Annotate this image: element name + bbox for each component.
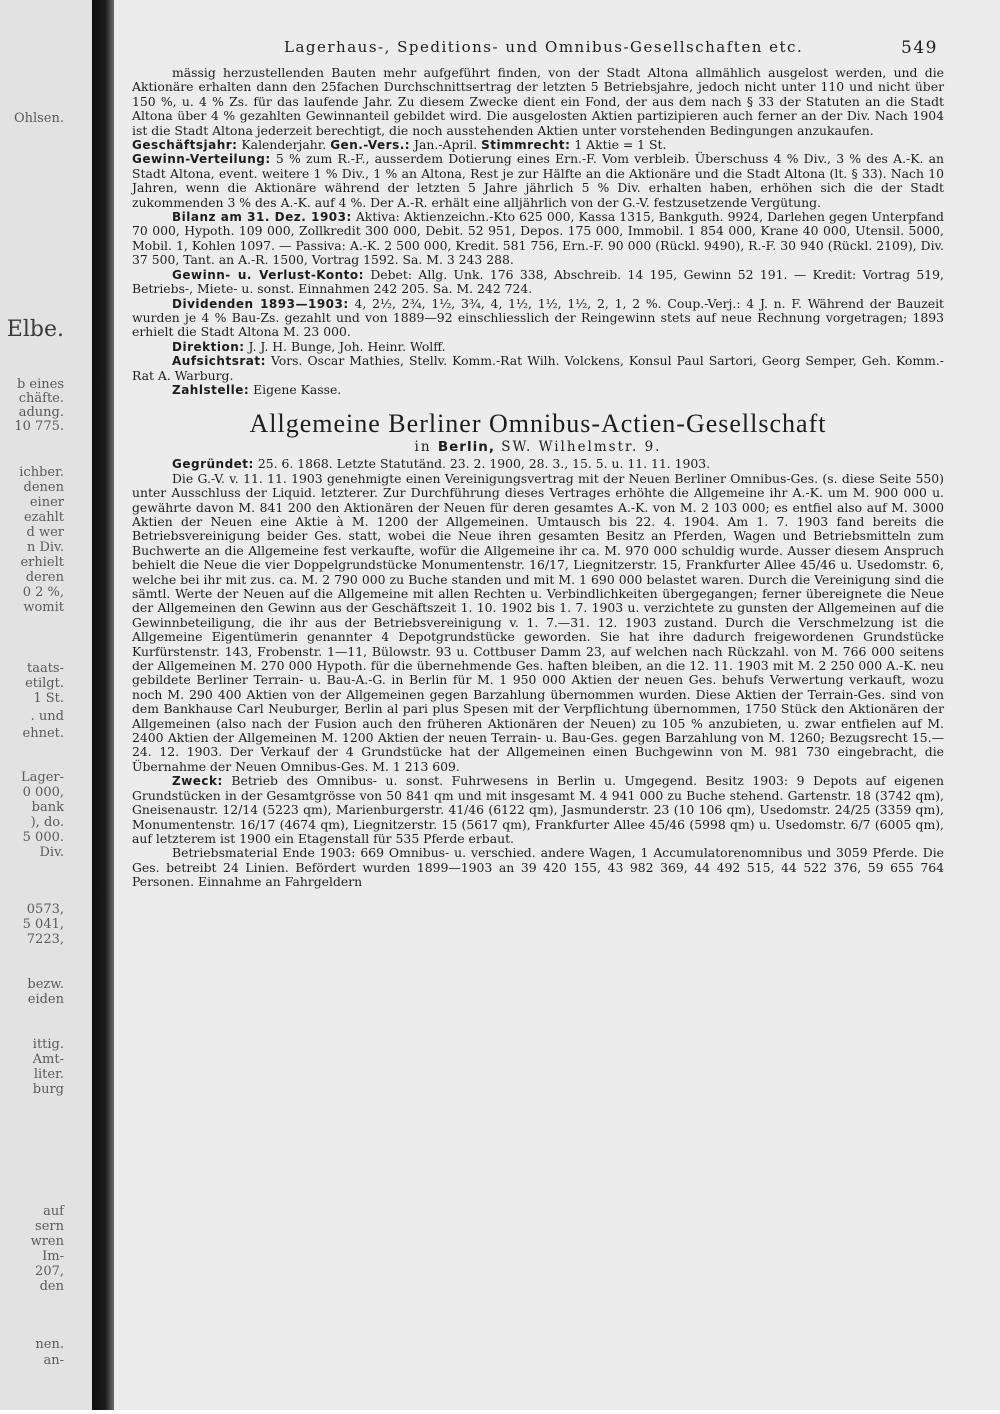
margin-fragment: nen. <box>35 1337 64 1352</box>
field-value: 1 Aktie = 1 St. <box>574 137 667 153</box>
paragraph-aufsichtsrat <box>132 354 944 383</box>
margin-fragment: 207, <box>35 1264 64 1279</box>
field-value: 25. 6. 1868. Letzte Statutänd. 23. 2. 1900, 28. 3., 15. 5. u. 11. 11. 1903. <box>257 456 711 472</box>
field-value: Betrieb des Omnibus- u. sonst. Fuhrwesens in Berlin u. Umgegend. Besitz 1903: 9 Depots auf eigenen Grundstücken in der Gesamtgrösse von 50 841 qm und mit insgesamt M. 4 941 000 zu Buche stehend. Gartenstr. 18 (3742 qm), Gneisenaustr. 12/14 (5223 qm), Marienburgerstr. 41/46 (6122 qm), Jasmunderstr. 23 (10 106 qm), Usedomstr. 24/25 (3359 qm), Monumentenstr. 16/17 (4674 qm), Liegnitzerstr. 15 (5617 qm), Frankfurter Allee 45/46 (5998 qm) u. Usedomstr. 6/7 (6005 qm), auf letzterem ist 1900 ein Etagenstall für 535 Pferde erbaut. <box>132 773 944 846</box>
previous-company-section <box>132 66 944 397</box>
margin-fragment: sern <box>35 1219 64 1234</box>
margin-fragment: deren <box>25 570 64 585</box>
field-label: Direktion: <box>172 339 245 354</box>
margin-fragment: Div. <box>39 845 64 860</box>
margin-fragment: ezahlt <box>23 510 64 525</box>
margin-fragment: eiden <box>27 992 64 1007</box>
margin-fragment: Ohlsen. <box>13 111 64 126</box>
margin-fragment: erhielt <box>20 555 64 570</box>
field-label: Gewinn-Verteilung: <box>132 152 271 167</box>
running-head-title: Lagerhaus-, Speditions- und Omnibus-Gesellschaften etc. <box>284 38 804 56</box>
margin-fragment: taats- <box>26 661 64 676</box>
margin-fragment: wren <box>30 1234 64 1249</box>
paragraph-betriebsmaterial: Betriebsmaterial Ende 1903: 669 Omnibus- u. verschied. andere Wagen, 1 Accumulatorenomnibus und 3059 Pferde. Die Ges. betreibt 24 Linien. Befördert wurden 1899—1903 an 39 420 155, 43 982 369, 44 492 515, 44 522 376, 59 655 764 Personen. Einnahme an Fahrgeldern <box>132 845 944 890</box>
field-label: Aufsichtsrat: <box>172 354 266 369</box>
margin-fragment: denen <box>23 480 64 495</box>
margin-fragment: 0 2 %, <box>22 585 64 600</box>
margin-fragment: ehnet. <box>22 726 64 741</box>
margin-fragment: burg <box>32 1082 64 1097</box>
field-label: Zweck: <box>172 774 223 789</box>
field-label: Geschäftsjahr: <box>132 138 238 153</box>
field-value: Aktiva: Aktienzeichn.-Kto 625 000, Kassa 1315, Bankguth. 9924, Darlehen gegen Unterpfand 70 000, Hypoth. 109 000, Zollkredit 300 000, Debit. 52 951, Depos. 175 000, Immobil. 1 854 000, Krane 40 000, Utensil. 5000, Mobil. 1, Kohlen 1097. — Passiva: A.-K. 2 500 000, Kredit. 581 756, Ern.-F. 90 000 (Rückl. 9490), R.-F. 30 940 (Rückl. 2109), Div. 37 500, Tant. an A.-R. 1500, Vortrag 1592. Sa. M. 3 243 288. <box>132 209 944 268</box>
left-page-margin <box>0 0 92 1414</box>
paragraph: mässig herzustellenden Bauten mehr aufgeführt finden, von der Stadt Altona allmählich ausgelost werden, und die Aktionäre erhalten dann den 25fachen Durchschnittsertrag der letzten 5 Betriebsjahre, jedoch nicht unter 110 und nicht über 150 %, u. 4 % Zs. für das laufende Jahr. Zu diesem Zwecke dient ein Fond, der aus dem nach § 33 der Statuten an die Stadt Altona über 4 % gezahlten Gewinnanteil gebildet wird. Die ausgelosten Aktien partizipieren auch ferner an der Div. Nach 1904 ist die Stadt Altona jederzeit berechtigt, die noch ausstehenden Aktien unter vorstehenden Bedingungen anzukaufen. <box>132 65 944 138</box>
margin-fragment: 1 St. <box>33 691 64 706</box>
field-label: Gewinn- u. Verlust-Konto: <box>172 267 364 282</box>
margin-fragment: ), do. <box>30 815 64 830</box>
company-section <box>132 457 944 889</box>
company-location <box>132 439 944 455</box>
field-value: 5 % zum R.-F., ausserdem Dotierung eines Ern.-F. Vom verbleib. Überschuss 4 % Div., 3 % des A.-K. an Stadt Altona, event. weitere 1 % Div., 1 % an Altona, Rest je zur Hälfte an die Aktionäre und die Stadt Altona (lt. § 33). Nach 10 Jahren, wenn die Aktionäre während der letzten 5 Jahre jährlich 5 % Div. erhalten haben, erhöhen sich die der Stadt zukommenden 3 % des A.-K. auf 4 %. Der A.-R. erhält eine alljährlich von der G.-V. festzusetzende Vergütung. <box>132 151 944 210</box>
margin-fragment: ichber. <box>19 465 64 480</box>
margin-fragment: n Div. <box>26 540 64 555</box>
location-city: Berlin, <box>437 439 495 456</box>
field-label: Zahlstelle: <box>172 382 250 397</box>
margin-fragment: liter. <box>33 1067 64 1082</box>
margin-fragment: . und <box>30 709 64 724</box>
margin-fragment: womit <box>23 600 64 615</box>
margin-fragment: d wer <box>26 525 64 540</box>
margin-fragment: auf <box>43 1204 64 1219</box>
paragraph-bilanz <box>132 210 944 268</box>
field-value: Vors. Oscar Mathies, Stellv. Komm.-Rat Wilh. Volckens, Konsul Paul Sartori, Georg Semper, Geh. Komm.-Rat A. Warburg. <box>132 353 944 383</box>
paragraph-history: Die G.-V. v. 11. 11. 1903 genehmigte einen Vereinigungsvertrag mit der Neuen Berliner Omnibus-Ges. (s. diese Seite 550) unter Ausschluss der Liquid. letzterer. Zur Durchführung dieses Vertrages erhöhte die Allgemeine ihr A.-K. um M. 900 000 u. gewährte davon M. 841 200 den Aktionären der Neuen für deren gesamtes A.-K. von M. 2 103 000; es entfiel also auf M. 3000 Aktien der Neuen eine Aktie à M. 1200 der Allgemeinen. Umtausch bis 22. 4. 1904. Am 1. 7. 1903 fand bereits die Betriebsvereinigung beider Ges. statt, wobei die Neue ihren gesamten Besitz an Pferden, Wagen und Betriebsmitteln zum Buchwerte an die Allgemeine fest verkaufte, wofür die Allgemeine ihr ca. M. 970 000 schuldig wurde. Ausser diesem Anspruch behielt die Neue die vier Doppelgrundstücke Monumentenstr. 16/17, Liegnitzerstr. 15, Frankfurter Allee 45/46 u. Usedomstr. 6, welche bei ihr mit zus. ca. M. 2 790 000 zu Buche standen und mit M. 1 690 000 belastet waren. Durch die Vereinigung sind die sämtl. Werte der Neuen auf die Allgemeine mit allen Rechten u. Verbindlichkeiten übergegangen; ferner übereignete die Neue der Allgemeinen den Gewinn aus der Geschäftszeit 1. 10. 1902 bis 1. 7. 1903 u. verzichtete zu gunsten der Allgemeinen auf die Gewinnbeteiligung, die ihr aus der Betriebsvereinigung v. 1. 7.—31. 12. 1903 zustand. Durch die Verschmelzung ist die Allgemeine Eigentümerin genannter 4 Depotgrundstücke geworden. Sie hat ihre dadurch freigewordenen Grundstücke Kurfürstenstr. 143, Frobenstr. 1—11, Bülowstr. 93 u. Cottbuser Damm 23, auf welchen nach Rückzahl. von M. 766 000 seitens der Allgemeinen M. 270 000 Hypoth. für die übernehmende Ges. haften bleiben, an die 12. 11. 1903 mit M. 2 250 000 A.-K. neu gebildete Berliner Terrain- u. Bau-A.-G. in Berlin für M. 1 950 000 Aktien der neuen Ges. behufs Verwertung verkauft, wozu noch M. 290 400 Aktien von der Allgemeinen gegen Barzahlung übernommen wurden. Diese Aktien der Terrain-Ges. sind von dem Bankhause Carl Neuburger, Berlin al pari plus Spesen mit der Verpflichtung übernommen, 1750 Stück den Aktionären der Allgemeinen (also nach der Fusion auch den früheren Aktionären der Neuen) zu 105 % anzubieten, u. zwar entfielen auf M. 2400 Aktien der Allgemeinen M. 1200 Aktien der neuen Terrain- u. Bau-Ges. gegen Barzahlung von M. 1260; Bezugsrecht 15.—24. 12. 1903. Der Verkauf der 4 Grundstücke hat der Allgemeinen einen Buchgewinn von M. 981 730 eingebracht, die Übernahme der Neuen Omnibus-Ges. M. 1 213 609. <box>132 470 944 774</box>
page-bottom-edge <box>0 1410 1000 1414</box>
margin-fragment: ittig. <box>32 1037 64 1052</box>
running-head <box>132 38 944 66</box>
field-label: Stimmrecht: <box>481 138 571 153</box>
page-content <box>132 38 944 890</box>
margin-fragment: chäfte. <box>18 391 64 406</box>
location-address: SW. Wilhelmstr. 9. <box>501 439 662 456</box>
field-value: Jan.-April. <box>414 137 478 153</box>
margin-fragment: den <box>39 1279 64 1294</box>
paragraph-dividenden <box>132 297 944 340</box>
field-value: Debet: Allg. Unk. 176 338, Abschreib. 14 195, Gewinn 52 191. — Kredit: Vortrag 519, Betriebs-, Miete- u. sonst. Einnahmen 242 205. Sa. M. 242 724. <box>132 266 944 297</box>
margin-fragment: Amt- <box>32 1052 64 1067</box>
field-value: 4, 2½, 2¾, 1½, 3¾, 4, 1½, 1½, 1½, 2, 1, 2 %. Coup.-Verj.: 4 J. n. F. Während der Bauzeit wurden je 4 % Bau-Zs. gezahlt und von 1889—92 einschliesslich der Reingewinn stets auf neue Rechnung vorgetragen; 1893 erhielt die Stadt Altona M. 23 000. <box>132 295 945 340</box>
paragraph-gegruendet <box>132 457 944 471</box>
field-value: Eigene Kasse. <box>253 381 342 397</box>
margin-fragment: etilgt. <box>25 676 64 691</box>
margin-fragment: 7223, <box>26 932 64 947</box>
paragraph-zahlstelle <box>132 383 944 397</box>
margin-fragment: adung. <box>18 405 64 420</box>
field-value: J. J. H. Bunge, Joh. Heinr. Wolff. <box>248 338 446 354</box>
margin-fragment: Lager- <box>20 770 64 785</box>
margin-fragment: bank <box>31 800 64 815</box>
page-number: 549 <box>901 38 938 58</box>
paragraph-guv <box>132 268 944 297</box>
field-label: Gegründet: <box>172 457 254 472</box>
field-label: Gen.-Vers.: <box>330 138 411 153</box>
margin-fragment: 5 000. <box>22 830 64 845</box>
margin-fragment: 10 775. <box>14 419 64 434</box>
paragraph-direktion <box>132 340 944 354</box>
field-label: Dividenden 1893—1903: <box>172 296 349 311</box>
margin-fragment: bezw. <box>27 977 64 992</box>
margin-fragment: 0573, <box>26 902 64 917</box>
margin-fragment: an- <box>43 1353 64 1368</box>
margin-fragment: Elbe. <box>6 317 64 342</box>
location-prefix: in <box>414 439 432 456</box>
company-title: Allgemeine Berliner Omnibus-Actien-Gesellschaft <box>249 409 827 439</box>
margin-fragment: b eines <box>16 377 64 392</box>
margin-fragment: 0 000, <box>22 785 64 800</box>
paragraph-gewinn-verteilung <box>132 152 944 210</box>
margin-fragment: 5 041, <box>22 917 64 932</box>
margin-fragment: Im- <box>42 1249 64 1264</box>
book-gutter <box>92 0 114 1414</box>
margin-fragment: einer <box>29 495 64 510</box>
field-value: Kalenderjahr. <box>241 137 327 153</box>
paragraph-zweck <box>132 774 944 846</box>
field-label: Bilanz am 31. Dez. 1903: <box>172 210 352 225</box>
